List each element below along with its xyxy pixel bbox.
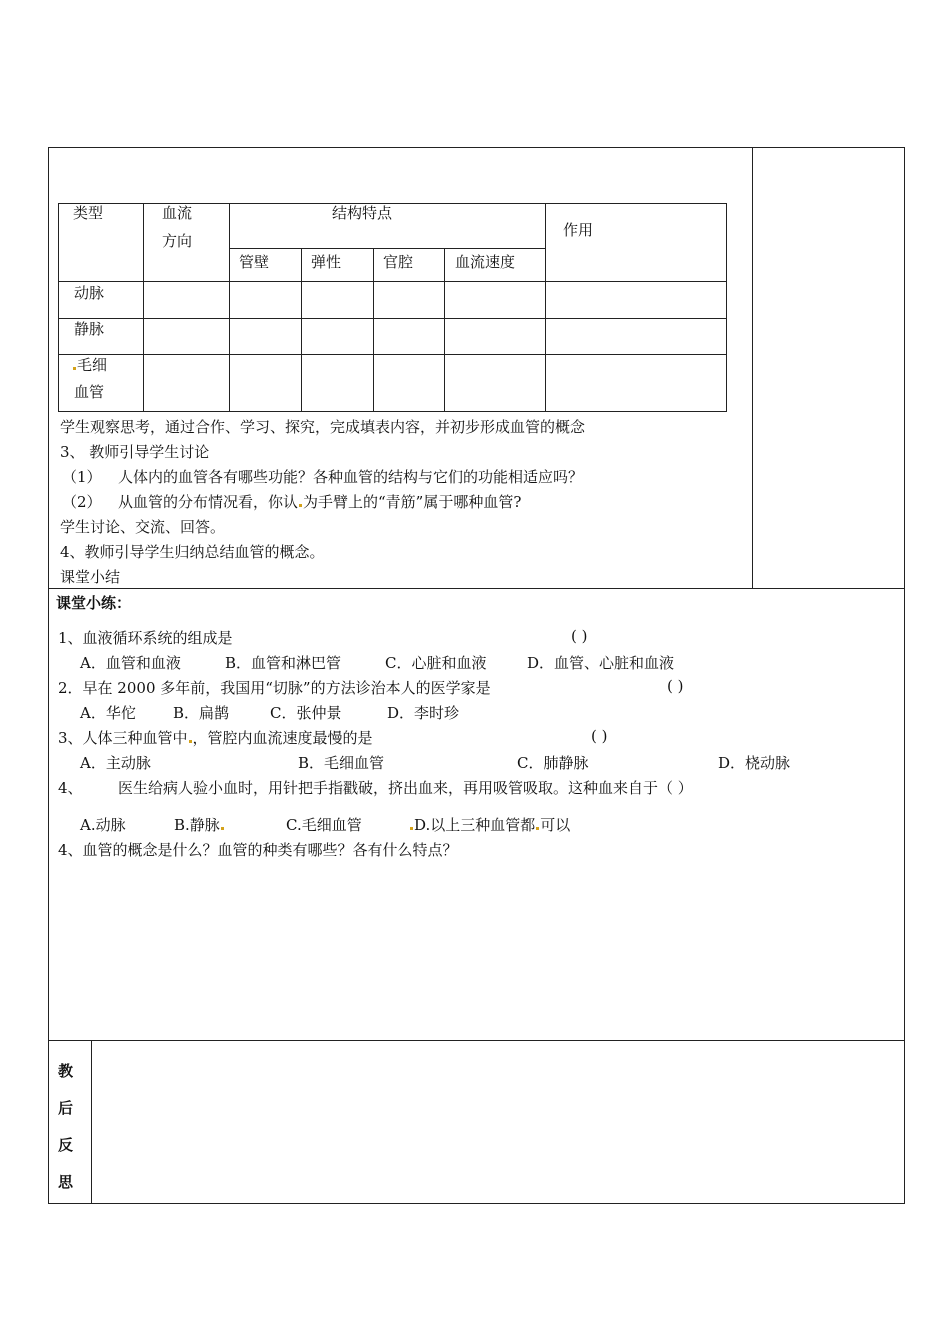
- practice-q1-c: C．心脏和血液: [385, 654, 487, 672]
- header-lumen: 官腔: [383, 253, 414, 271]
- practice-q3-a: A．主动脉: [80, 754, 151, 772]
- row-vein: 静脉: [74, 320, 105, 338]
- outer-frame-bottom: [48, 1203, 905, 1204]
- side-column-divider: [752, 147, 753, 588]
- step3-text: 3、 教师引导学生讨论: [60, 443, 210, 461]
- practice-q2-c: C．张仲景: [270, 704, 342, 722]
- practice-q4-a: A.动脉: [80, 816, 126, 834]
- practice-q1-a: A．血管和血液: [80, 654, 181, 672]
- practice-q3-d: D．桡动脉: [718, 754, 791, 772]
- reflection-char-4: 思: [58, 1173, 74, 1191]
- header-structure: 结构特点: [332, 204, 393, 222]
- practice-q1-paren: ( ): [571, 627, 588, 645]
- outer-frame-top: [48, 147, 905, 148]
- reflection-char-3: 反: [58, 1136, 74, 1154]
- highlight-dot: [73, 367, 76, 370]
- reflection-label: [58, 1060, 73, 1208]
- step4-text: 4、教师引导学生归纳总结血管的概念。: [60, 543, 325, 561]
- header-flow-line1: 血流: [162, 204, 193, 222]
- reflection-divider: [48, 1040, 905, 1041]
- header-type: 类型: [73, 204, 104, 222]
- header-speed: 血流速度: [455, 253, 516, 271]
- practice-q1-b: B．血管和淋巴管: [225, 654, 342, 672]
- highlight-dot: [189, 740, 192, 743]
- practice-q3-paren: ( ): [591, 727, 608, 745]
- highlight-dot: [410, 827, 413, 830]
- summary-heading: 课堂小结: [60, 568, 121, 586]
- practice-q2-paren: ( ): [667, 677, 684, 695]
- q2-text: 从血管的分布情况看，你认 为手臂上的“青筋”属于哪种血管?: [118, 493, 522, 511]
- highlight-dot: [536, 827, 539, 830]
- practice-q2-b: B．扁鹊: [173, 704, 230, 722]
- practice-q1-d: D．血管、心脏和血液: [527, 654, 675, 672]
- reflection-label-divider: [91, 1040, 92, 1204]
- practice-q2: 2．早在 2000 多年前，我国用“切脉”的方法诊治本人的医学家是: [58, 679, 491, 697]
- header-function: 作用: [563, 221, 594, 239]
- reflection-char-1: 教: [58, 1062, 74, 1080]
- practice-q4: 医生给病人验小血时，用针把手指戳破，挤出血来，再用吸管吸取。这种血来自于（ ）: [118, 779, 693, 797]
- practice-q3: 3、人体三种血管中 ，管腔内血流速度最慢的是: [58, 729, 373, 747]
- practice-divider: [48, 588, 905, 589]
- header-wall: 管壁: [239, 253, 270, 271]
- observe-text: 学生观察思考，通过合作、学习、探究，完成填表内容，并初步形成血管的概念: [60, 418, 586, 436]
- q2-number: （2）: [62, 493, 102, 511]
- practice-q3-c: C．肺静脉: [517, 754, 589, 772]
- practice-q2-a: A．华佗: [80, 704, 136, 722]
- practice-q3-b: B．毛细血管: [298, 754, 385, 772]
- header-elasticity: 弹性: [311, 253, 342, 271]
- practice-q1: 1、血液循环系统的组成是: [58, 629, 233, 647]
- q1-text: 人体内的血管各有哪些功能？各种血管的结构与它们的功能相适应吗？: [118, 468, 584, 486]
- practice-q4-c: C.毛细血管: [286, 816, 362, 834]
- highlight-dot: [221, 827, 224, 830]
- highlight-dot: [299, 504, 302, 507]
- discuss-text: 学生讨论、交流、回答。: [60, 518, 226, 536]
- reflection-char-2: 后: [58, 1099, 74, 1117]
- practice-q4-number: 4、: [58, 779, 83, 797]
- practice-q5: 4、血管的概念是什么？血管的种类有哪些？各有什么特点？: [58, 841, 458, 859]
- header-flow-line2: 方向: [162, 232, 193, 250]
- q1-number: （1）: [62, 468, 102, 486]
- practice-q2-d: D．李时珍: [387, 704, 460, 722]
- row-capillary-line2: 血管: [74, 383, 105, 401]
- practice-title: 课堂小练：: [56, 594, 132, 612]
- row-capillary-line1: 毛细: [72, 354, 107, 375]
- practice-q4-d: D.以上三种血管都 可以: [409, 814, 570, 835]
- outer-frame-right: [904, 147, 905, 1204]
- outer-frame-left: [48, 147, 49, 1204]
- practice-q4-b: B.静脉: [174, 814, 225, 835]
- row-artery: 动脉: [74, 284, 105, 302]
